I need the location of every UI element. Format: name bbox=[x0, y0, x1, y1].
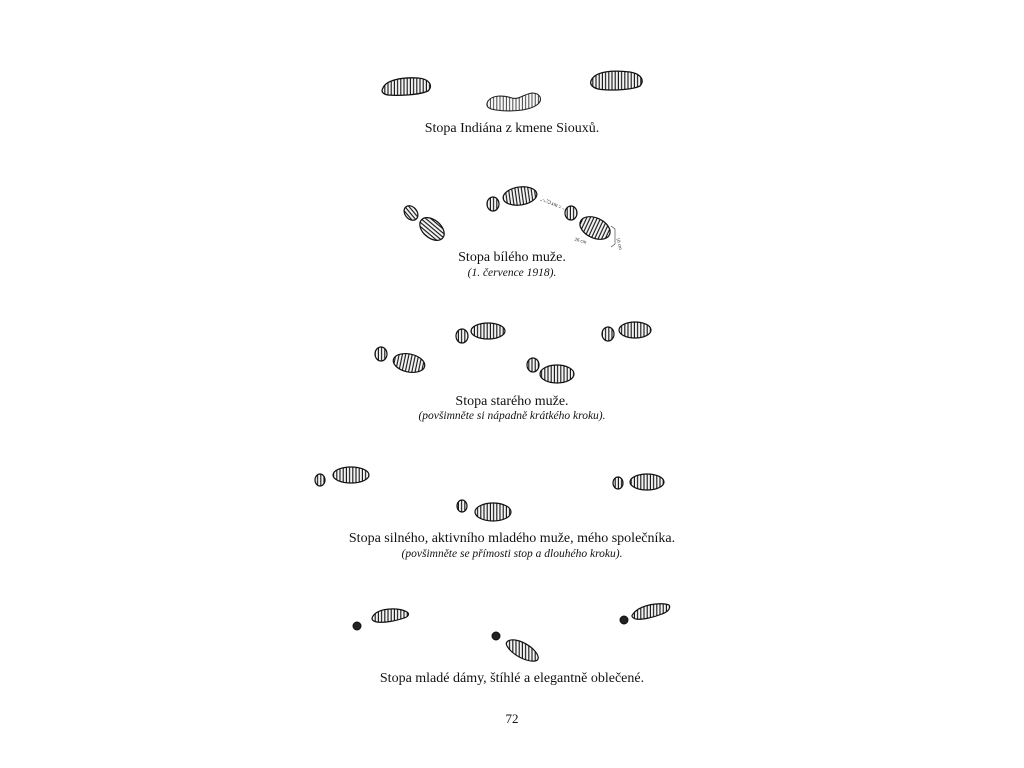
sole-print bbox=[475, 503, 511, 521]
subcaption-white-man: (1. července 1918). bbox=[467, 267, 557, 279]
heel-print bbox=[613, 477, 623, 489]
measure-label: 26 cm bbox=[573, 237, 587, 246]
sole-print bbox=[391, 351, 426, 375]
sole-print bbox=[632, 604, 670, 620]
measure-label: 10 cm bbox=[614, 237, 623, 251]
heel-print bbox=[487, 197, 499, 211]
heel-print bbox=[457, 500, 467, 512]
young-lady-footprints bbox=[353, 604, 670, 661]
heel-print bbox=[353, 622, 361, 630]
moccasin-print bbox=[382, 78, 430, 96]
heel-print bbox=[401, 203, 420, 223]
caption-young-lady: Stopa mladé dámy, štíhlé a elegantně oblečené. bbox=[379, 671, 645, 686]
moccasin-print bbox=[591, 71, 642, 90]
caption-white-man: Stopa bílého muže. bbox=[458, 250, 566, 265]
heel-print bbox=[315, 474, 325, 486]
sole-print bbox=[502, 185, 538, 208]
heel-print bbox=[456, 329, 468, 343]
heel-print bbox=[527, 358, 539, 372]
caption-young-man: Stopa silného, aktivního mladého muže, mého společníka. bbox=[348, 531, 676, 546]
white-man-footprints bbox=[401, 185, 622, 251]
subcaption-young-man: (povšimněte se přímosti stop a dlouhého kroku). bbox=[401, 548, 623, 560]
sole-print bbox=[333, 467, 369, 483]
sole-print bbox=[630, 474, 664, 490]
sole-print bbox=[619, 322, 651, 338]
indian-footprints bbox=[382, 71, 642, 111]
heel-print bbox=[620, 616, 628, 624]
heel-print bbox=[602, 327, 614, 341]
sole-print bbox=[540, 365, 574, 383]
subcaption-old-man: (povšimněte si nápadně krátkého kroku). bbox=[418, 410, 606, 422]
sole-print bbox=[415, 213, 448, 245]
sole-print bbox=[506, 640, 538, 661]
sole-print bbox=[372, 609, 408, 622]
sole-print bbox=[471, 323, 505, 339]
old-man-footprints bbox=[375, 322, 651, 383]
young-man-footprints bbox=[315, 467, 664, 521]
caption-old-man: Stopa starého muže. bbox=[455, 394, 569, 409]
heel-print bbox=[375, 347, 387, 361]
measure-label: ~ 73 cm ~ bbox=[541, 198, 562, 210]
heel-print bbox=[565, 206, 577, 220]
page-number: 72 bbox=[505, 711, 519, 726]
heel-print bbox=[492, 632, 500, 640]
moccasin-print bbox=[487, 93, 541, 111]
caption-indian: Stopa Indiána z kmene Siouxů. bbox=[424, 121, 600, 136]
